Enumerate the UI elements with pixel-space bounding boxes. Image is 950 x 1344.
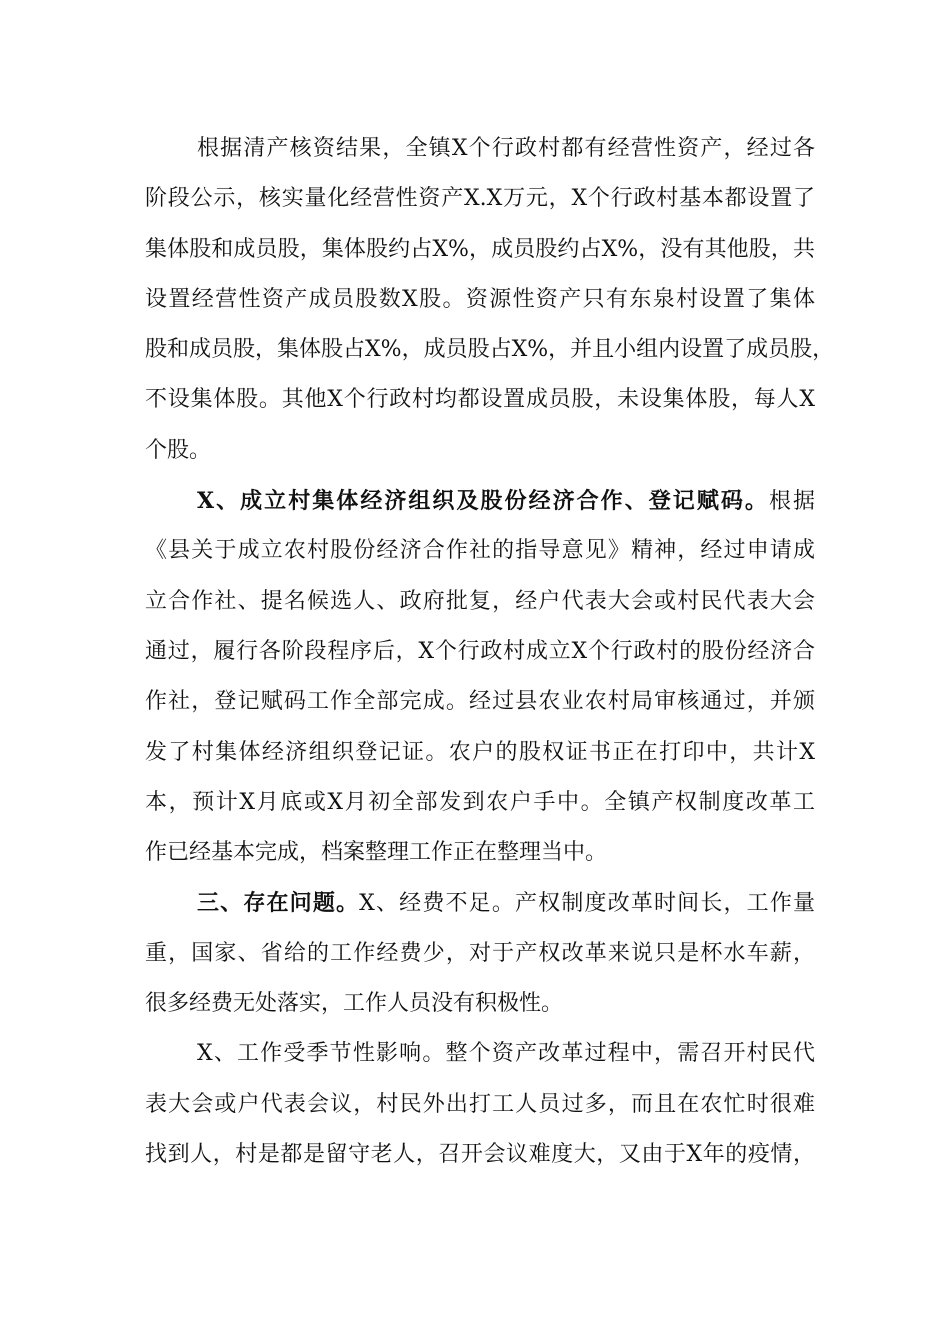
text-line	[145, 476, 815, 526]
paragraph-seasonal-impact	[145, 1029, 815, 1180]
paragraph-cooperative-registration	[145, 476, 815, 878]
text-line: 集体股和成员股，集体股约占X%，成员股约占X%，没有其他股，共	[145, 236, 815, 262]
text-line: 很多经费无处落实，工作人员没有积极性。	[145, 991, 564, 1017]
text-line	[145, 878, 815, 928]
text-line: 通过，履行各阶段程序后，X个行政村成立X个行政村的股份经济合	[145, 638, 815, 664]
text-line: 不设集体股。其他X个行政村均都设置成员股，未设集体股，每人X	[145, 387, 815, 413]
text-line: 个股。	[145, 437, 212, 463]
text-line: 表大会或户代表会议，村民外出打工人员过多，而且在农忙时很难	[145, 1091, 815, 1117]
text-run: X、经费不足。产权制度改革时间长，工作量	[359, 891, 815, 917]
text-run: 根据	[768, 489, 815, 515]
text-line: 根据清产核资结果，全镇X个行政村都有经营性资产，经过各	[197, 136, 815, 161]
document-body	[145, 124, 835, 1180]
section-heading: X、成立村集体经济组织及股份经济合作、登记赋码。	[197, 488, 769, 515]
text-line: X、工作受季节性影响。整个资产改革过程中，需召开村民代	[197, 1041, 815, 1067]
text-line: 作社，登记赋码工作全部完成。经过县农业农村局审核通过，并颁	[145, 689, 815, 715]
text-line: 本，预计X月底或X月初全部发到农户手中。全镇产权制度改革工	[145, 789, 815, 815]
text-line: 发了村集体经济组织登记证。农户的股权证书正在打印中，共计X	[145, 739, 815, 765]
section-heading: 三、存在问题。	[197, 890, 360, 917]
paragraph-existing-problems	[145, 878, 815, 1029]
text-line: 阶段公示，核实量化经营性资产X.X万元，X个行政村基本都设置了	[145, 186, 815, 212]
text-line: 《县关于成立农村股份经济合作社的指导意见》精神，经过申请成	[145, 538, 815, 564]
text-line: 重，国家、省给的工作经费少，对于产权改革来说只是杯水车薪，	[145, 940, 815, 966]
text-line: 立合作社、提名候选人、政府批复，经户代表大会或村民代表大会	[145, 588, 815, 614]
text-line: 作已经基本完成，档案整理工作正在整理当中。	[145, 840, 608, 866]
text-line: 股和成员股，集体股占X%，成员股占X%，并且小组内设置了成员股，	[145, 337, 835, 363]
paragraph-asset-quantification	[145, 124, 835, 476]
text-line: 设置经营性资产成员股数X股。资源性资产只有东泉村设置了集体	[145, 286, 815, 312]
text-line: 找到人，村是都是留守老人，召开会议难度大，又由于X年的疫情，	[145, 1141, 815, 1167]
